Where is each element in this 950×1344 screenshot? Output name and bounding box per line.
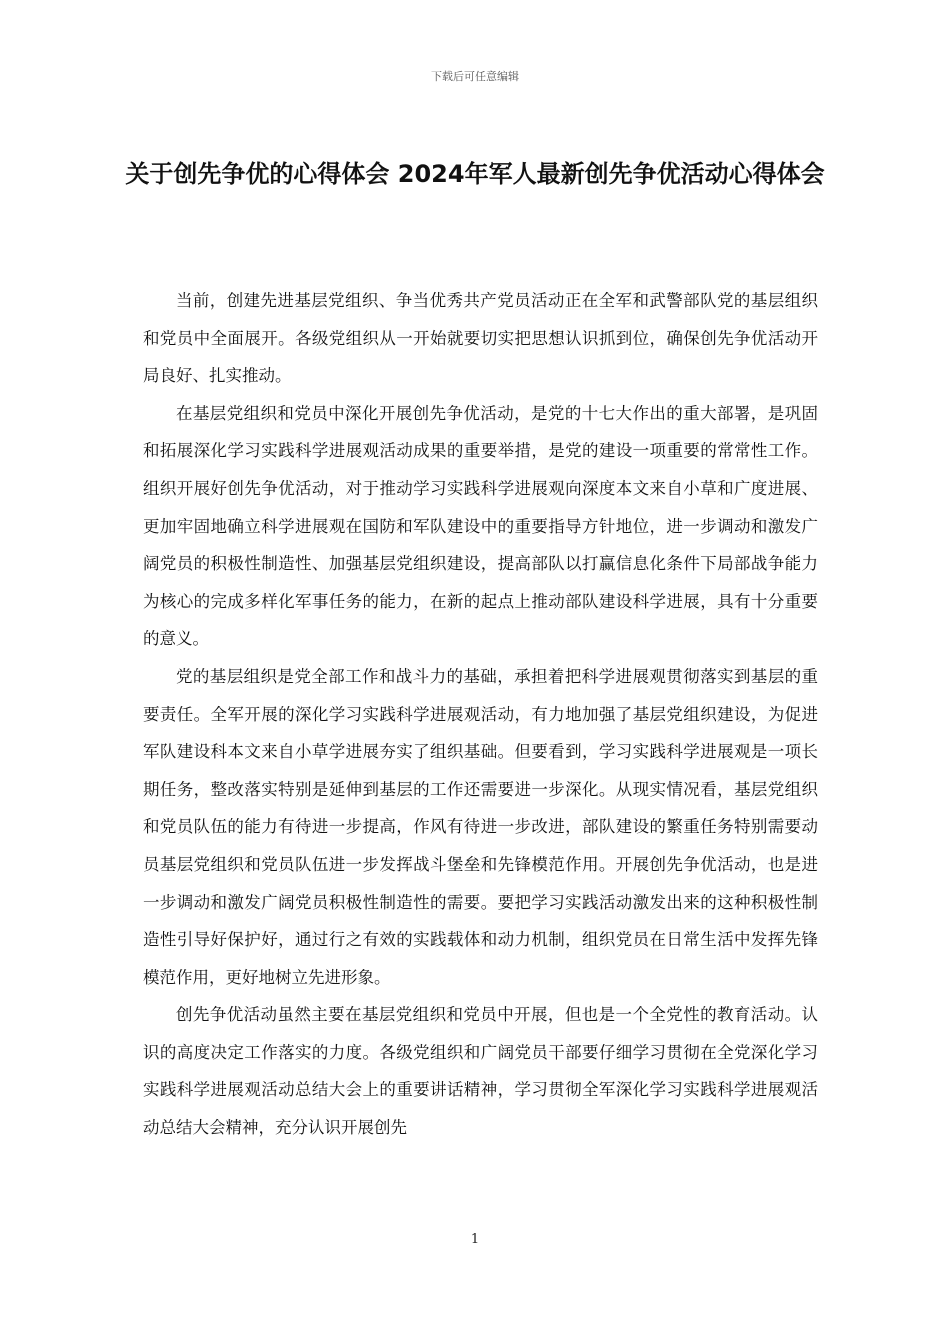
page-number: 1 bbox=[470, 1232, 480, 1247]
body-paragraph-3: 党的基层组织是党全部工作和战斗力的基础，承担着把科学进展观贯彻落实到基层的重要责任。全军开展的深化学习实践科学进展观活动，有力地加强了基层党组织建设，为促进军队建设科本文来自小草学进展夯实了组织基础。但要看到，学习实践科学进展观是一项长期任务，整改落实特别是延伸到基层的工作还需要进一步深化。从现实情况看，基层党组织和党员队伍的能力有待进一步提高，作风有待进一步改进，部队建设的繁重任务特别需要动员基层党组织和党员队伍进一步发挥战斗堡垒和先锋模范作用。开展创先争优活动，也是进一步调动和激发广阔党员积极性制造性的需要。要把学习实践活动激发出来的这种积极性制造性引导好保护好，通过行之有效的实践载体和动力机制，组织党员在日常生活中发挥先锋模范作用，更好地树立先进形象。 bbox=[143, 666, 818, 987]
body-paragraph-1: 当前，创建先进基层党组织、争当优秀共产党员活动正在全军和武警部队党的基层组织和党员中全面展开。各级党组织从一开始就要切实把思想认识抓到位，确保创先争优活动开局良好、扎实推动。 bbox=[143, 291, 818, 386]
document-body bbox=[143, 282, 818, 1147]
header-note: 下载后可任意编辑 bbox=[431, 70, 519, 83]
body-paragraph-2: 在基层党组织和党员中深化开展创先争优活动，是党的十七大作出的重大部署，是巩固和拓展深化学习实践科学进展观活动成果的重要举措，是党的建设一项重要的常常性工作。组织开展好创先争优活动，对于推动学习实践科学进展观向深度本文来自小草和广度进展、更加牢固地确立科学进展观在国防和军队建设中的重要指导方针地位，进一步调动和激发广阔党员的积极性制造性、加强基层党组织建设，提高部队以打赢信息化条件下局部战争能力为核心的完成多样化军事任务的能力，在新的起点上推动部队建设科学进展，具有十分重要的意义。 bbox=[143, 403, 818, 649]
document-title: 关于创先争优的心得体会 2024年军人最新创先争优活动心得体会 bbox=[125, 160, 825, 188]
body-paragraph-4: 创先争优活动虽然主要在基层党组织和党员中开展，但也是一个全党性的教育活动。认识的高度决定工作落实的力度。各级党组织和广阔党员干部要仔细学习贯彻在全党深化学习实践科学进展观活动总结大会上的重要讲话精神，学习贯彻全军深化学习实践科学进展观活动总结大会精神，充分认识开展创先 bbox=[143, 1005, 818, 1138]
